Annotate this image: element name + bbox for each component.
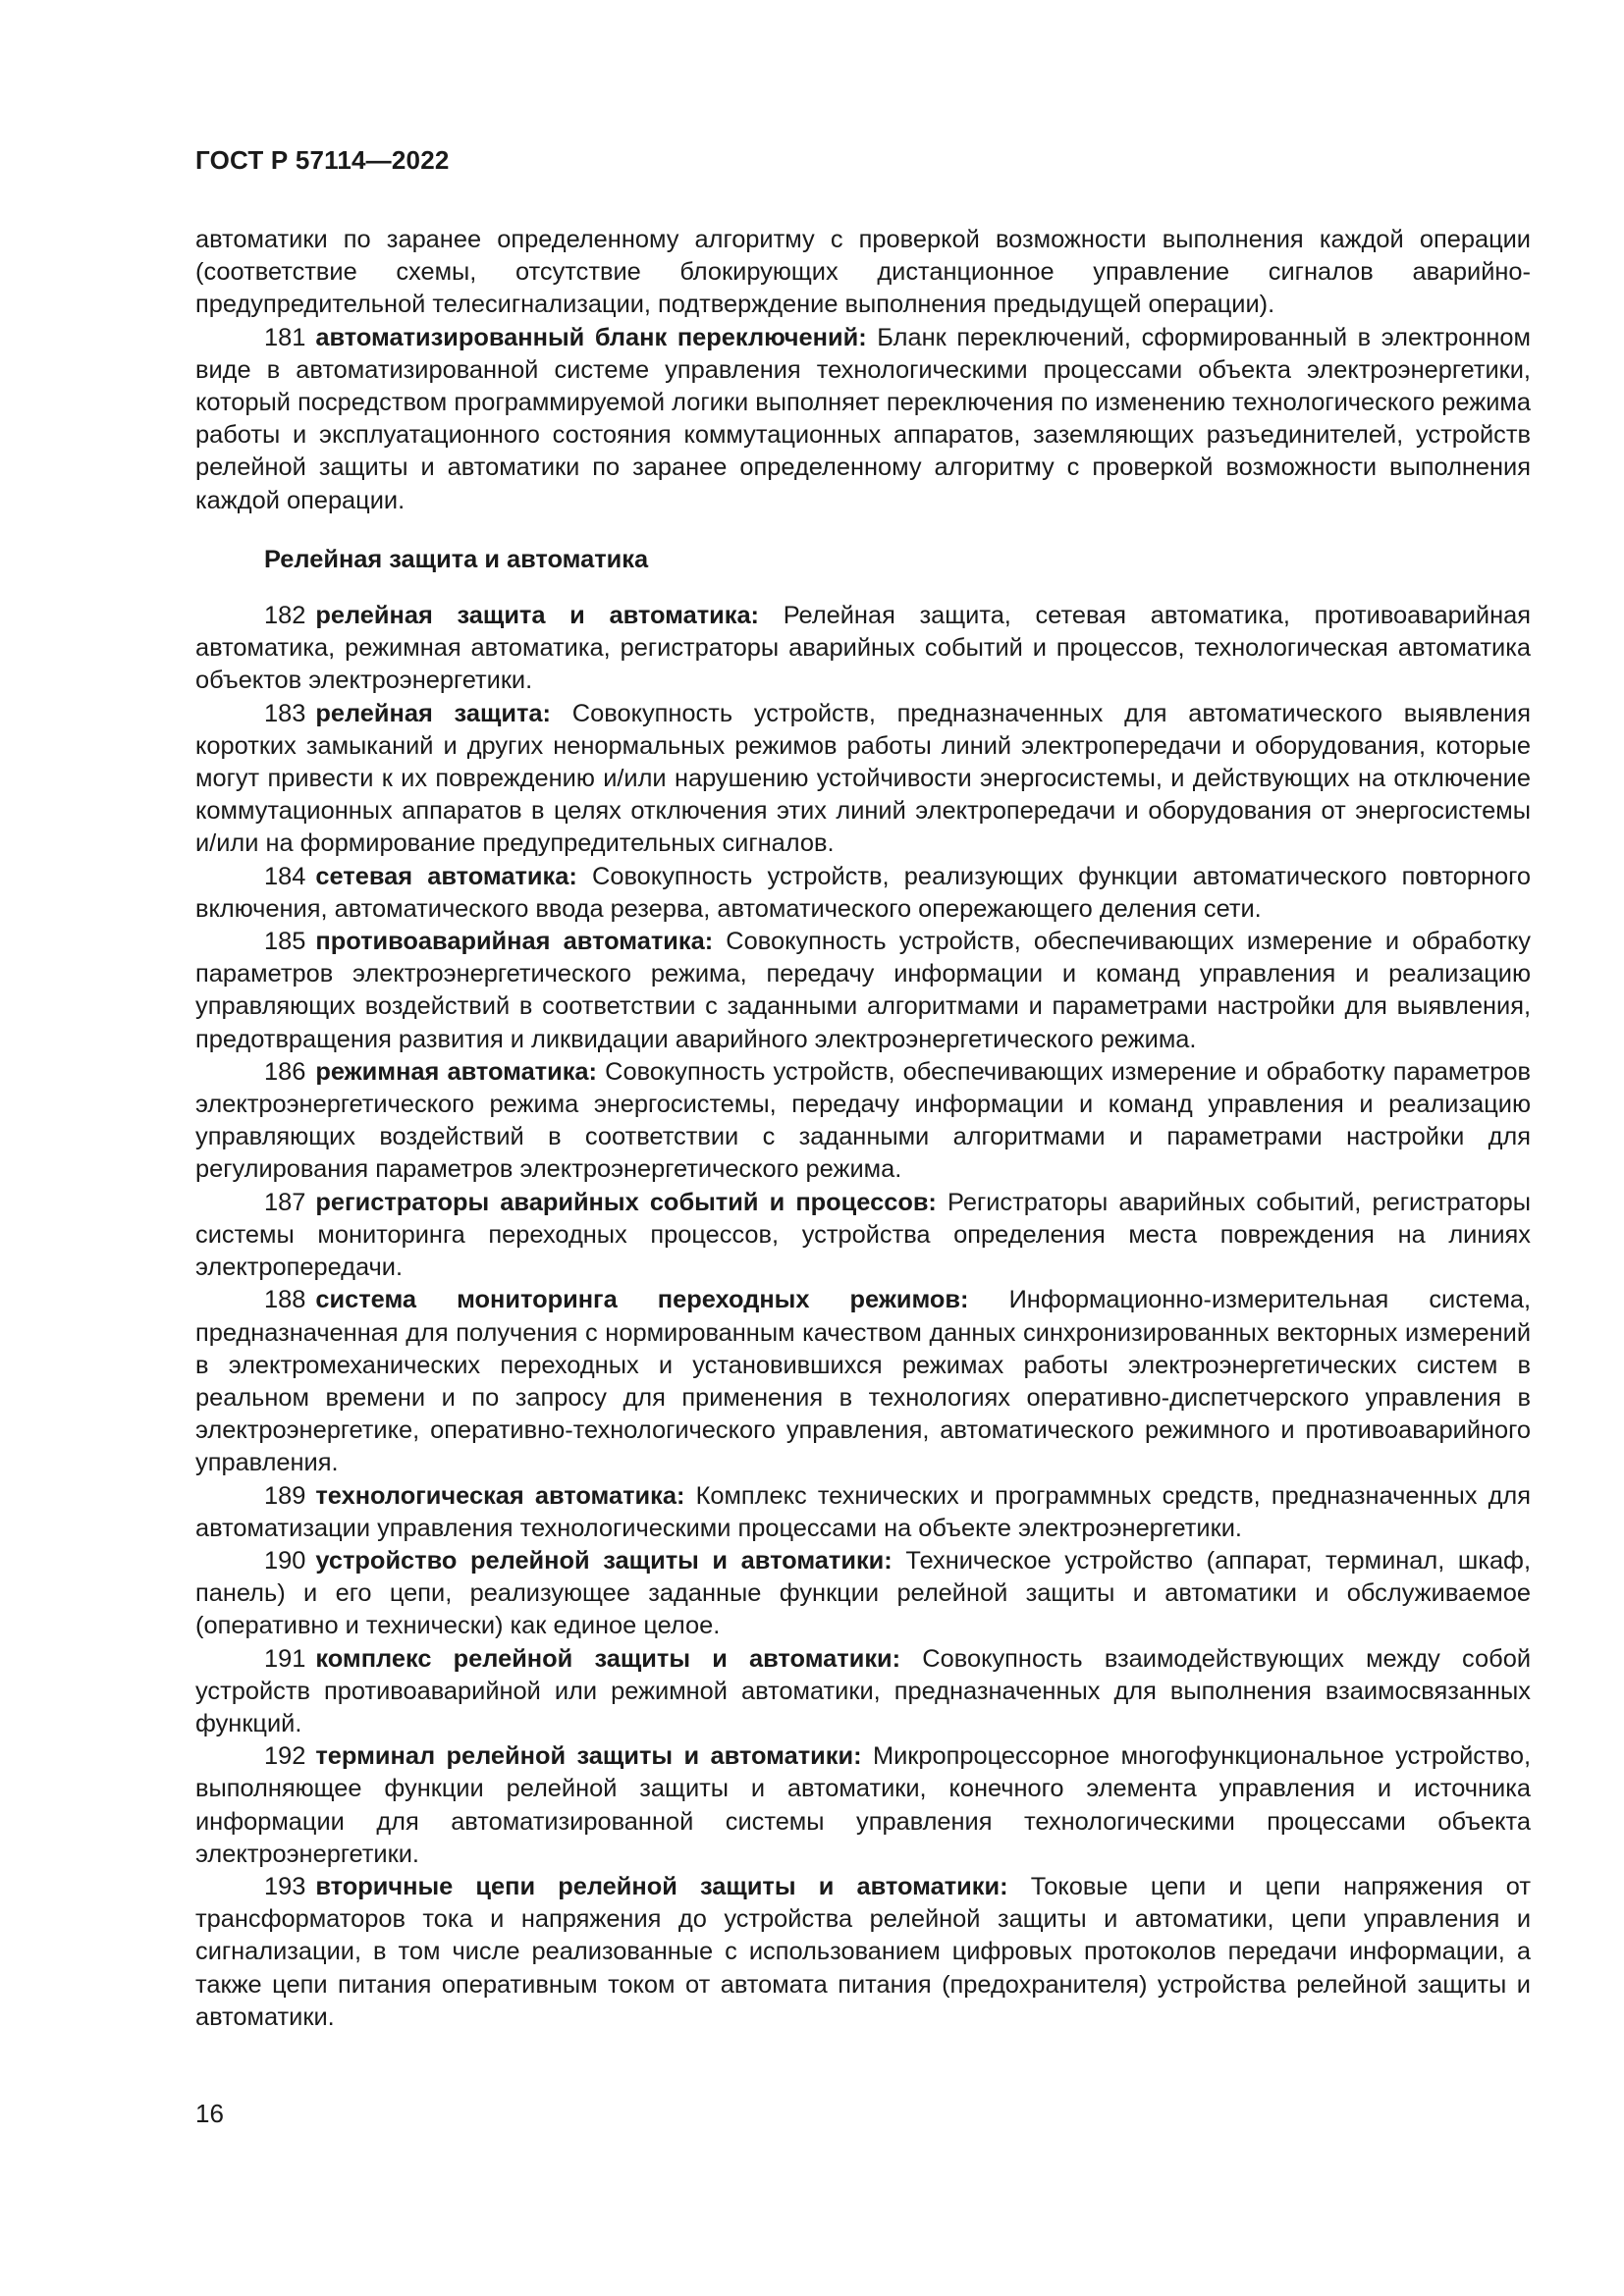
term-number: 190 — [264, 1546, 306, 1575]
term-number: 188 — [264, 1286, 306, 1314]
intro-paragraph: автоматики по заранее определенному алгоритму с проверкой возможности выполнения каждой операции (соответствие схемы, отсутствие блокирующих дистанционное управление сигналов аварийно-предупредительной телесигнализации, подтверждение выполнения предыдущей операции). — [195, 226, 1531, 319]
term-entry — [195, 322, 1531, 517]
term-entry — [195, 861, 1531, 926]
term-definition: Комплекс технических и программных средств, предназначенных для автоматизации управления технологическими процессами на объекте электроэнергетики. — [195, 1481, 1531, 1542]
term-name: противоаварийная автоматика: — [315, 928, 714, 956]
term-name: устройство релейной защиты и автоматики: — [315, 1546, 893, 1575]
term-number: 186 — [264, 1057, 306, 1086]
term-definition: Совокупность устройств, обеспечивающих измерение и обработку параметров электроэнергетического режима, передачу информации и команд управления и реализацию управляющих воздействий в соответствии с заданными алгоритмами и параметрами настройки для выявления, предотвращения развития и ликвидации аварийного электроэнергетического режима. — [195, 928, 1531, 1053]
term-name: комплекс релейной защиты и автоматики: — [315, 1644, 901, 1673]
term-entry — [195, 926, 1531, 1056]
term-name: терминал релейной защиты и автоматики: — [315, 1742, 862, 1771]
term-definition: Техническое устройство (аппарат, терминал, шкаф, панель) и его цепи, реализующее заданные функции релейной защиты и автоматики и обслуживаемое (оперативно и технически) как единое целое. — [195, 1546, 1532, 1640]
term-entry — [195, 1056, 1531, 1187]
term-definition: Токовые цепи и цепи напряжения от трансформаторов тока и напряжения до устройства релейной защиты и автоматики, цепи управления и сигнализации, в том числе реализованные с использованием цифровых протоколов передачи информации, а также цепи питания оперативным током от автомата питания (предохранителя) устройства релейной защиты и автоматики. — [195, 1872, 1531, 2031]
term-definition: Релейная защита, сетевая автоматика, противоаварийная автоматика, режимная автоматика, регистраторы аварийных событий и процессов, технологическая автоматика объектов электроэнергетики. — [195, 602, 1532, 695]
term-number: 184 — [264, 862, 306, 890]
document-body — [195, 224, 1531, 2034]
term-number: 185 — [264, 928, 306, 956]
term-number: 189 — [264, 1481, 306, 1510]
term-definition: Микропроцессорное многофункциональное устройство, выполняющее функции релейной защиты и автоматики, конечного элемента управления и источника информации для автоматизированной системы управления технологическими процессами объекта электроэнергетики. — [195, 1742, 1531, 1868]
term-number: 193 — [264, 1872, 306, 1900]
term-name: релейная защита: — [315, 699, 552, 727]
term-number: 183 — [264, 699, 306, 727]
term-definition: Информационно-измерительная система, предназначенная для получения с нормированным качеством данных синхронизированных векторных измерений в электромеханических переходных и установившихся режимах работы электроэнергетических систем в реальном времени и по запросу для применения в технологиях оперативно-диспетчерского управления в электроэнергетике, оперативно-технологического управления, автоматического режимного и противоаварийного управления. — [195, 1286, 1532, 1477]
term-name: технологическая автоматика: — [315, 1481, 685, 1510]
term-definition: Регистраторы аварийных событий, регистраторы системы мониторинга переходных процессов, устройства определения места повреждения на линиях электропередачи. — [195, 1188, 1531, 1282]
term-entry — [195, 1284, 1531, 1479]
term-name: релейная защита и автоматика: — [315, 602, 760, 630]
term-entry — [195, 1740, 1531, 1871]
term-name: режимная автоматика: — [315, 1057, 598, 1086]
term-number: 192 — [264, 1742, 306, 1771]
standard-header: ГОСТ Р 57114—2022 — [195, 145, 450, 175]
section-title: Релейная защита и автоматика — [264, 545, 649, 573]
term-name: сетевая автоматика: — [315, 862, 577, 890]
term-definition: Совокупность взаимодействующих между собой устройств противоаварийной или режимной автоматики, предназначенных для выполнения взаимосвязанных функций. — [195, 1644, 1532, 1737]
terms-list-after — [195, 600, 1531, 2034]
terms-list-before — [195, 322, 1531, 517]
term-name: система мониторинга переходных режимов: — [315, 1286, 969, 1314]
term-number: 181 — [264, 323, 306, 351]
page-number: 16 — [195, 2099, 224, 2128]
term-definition: Совокупность устройств, обеспечивающих измерение и обработку параметров электроэнергетического режима энергосистемы, передачу информации и команд управления и реализацию управляющих воздействий в соответствии с заданными алгоритмами и параметрами настройки для регулирования параметров электроэнергетического режима. — [195, 1057, 1531, 1184]
term-entry — [195, 600, 1531, 698]
term-number: 182 — [264, 602, 306, 630]
term-entry — [195, 698, 1531, 861]
term-number: 191 — [264, 1644, 306, 1673]
term-definition: Бланк переключений, сформированный в электронном виде в автоматизированной системе управления технологическими процессами объекта электроэнергетики, который посредством программируемой логики выполняет переключения по изменению технологического режима работы и эксплуатационного состояния коммутационных аппаратов, заземляющих разъединителей, устройств релейной защиты и автоматики по заранее определенному алгоритму с проверкой возможности выполнения каждой операции. — [195, 323, 1532, 514]
term-entry — [195, 1871, 1531, 2034]
term-name: автоматизированный бланк переключений: — [315, 323, 867, 351]
term-name: регистраторы аварийных событий и процессов: — [315, 1188, 937, 1216]
term-definition: Совокупность устройств, реализующих функции автоматического повторного включения, автоматического ввода резерва, автоматического опережающего деления сети. — [195, 862, 1531, 923]
term-entry — [195, 1545, 1531, 1643]
term-entry — [195, 1187, 1531, 1285]
term-entry — [195, 1480, 1531, 1545]
term-name: вторичные цепи релейной защиты и автоматики: — [315, 1872, 1008, 1900]
term-entry — [195, 1643, 1531, 1741]
term-number: 187 — [264, 1188, 306, 1216]
term-definition: Совокупность устройств, предназначенных для автоматического выявления коротких замыканий и других ненормальных режимов работы линий электропередачи и оборудования, которые могут привести к их повреждению и/или нарушению устойчивости энергосистемы, и действующих на отключение коммутационных аппаратов в целях отключения этих линий электропередачи и оборудования от энергосистемы и/или на формирование предупредительных сигналов. — [195, 699, 1531, 858]
